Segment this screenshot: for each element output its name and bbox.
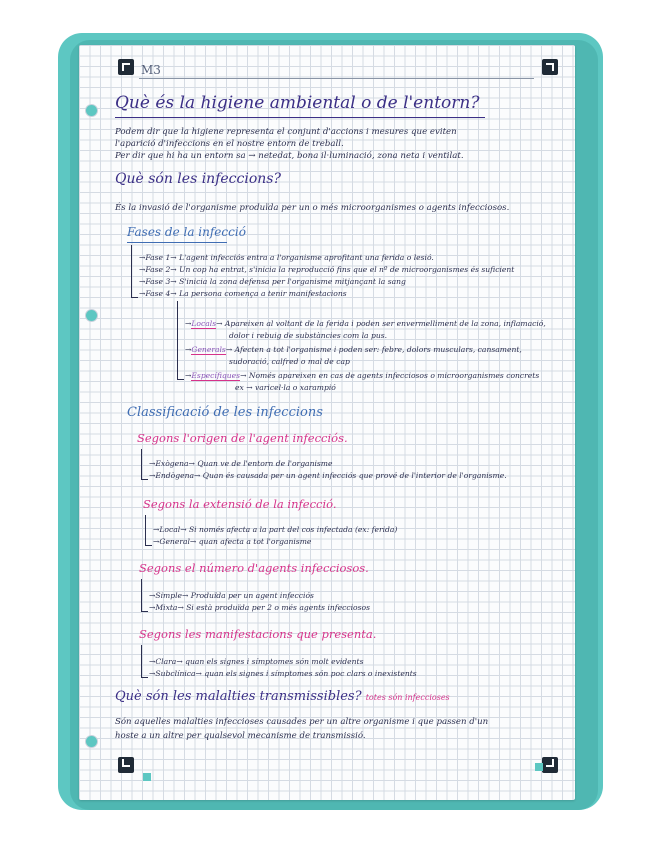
intro-line-3: Per dir que hi ha un entorn sa → netedat, bona il·luminació, zona neta i ventilat.	[115, 151, 464, 161]
manifestation-generals-cont: sudoració, calfred o mal de cap	[229, 357, 350, 366]
intro-line-2: l'aparició d'infeccions en el nostre entorn de treball.	[115, 139, 344, 149]
manifestation-especifiques-cont: ex → varicel·la o xarampió	[235, 383, 336, 392]
corner-mark-top-left	[118, 59, 134, 75]
subject-code: M3	[141, 63, 161, 77]
group-origin-title: Segons l'origen de l'agent infecciós.	[137, 431, 348, 445]
group-number-item-2: →Mixta→ Si està produïda per 2 o més agents infecciosos	[149, 603, 370, 612]
corner-mark-bottom-right	[542, 757, 558, 773]
corner-mark-top-right	[542, 59, 558, 75]
phase-4: →Fase 4→ La persona comença a tenir manifestacions	[139, 289, 347, 298]
manifestation-especifiques: →Específiques→ Només apareixen en cas de agents infecciosos o microorganismes concrets	[185, 371, 540, 380]
notebook-page	[79, 45, 575, 800]
phase-3: →Fase 3→ S'inicia la zona defensa per l'organisme mitjançant la sang	[139, 277, 406, 286]
group-origin-item-2: →Endògena→ Quan és causada per un agent infecciós que prové de l'interior de l'organisme.	[149, 471, 507, 480]
group-manifestations-item-1: →Clara→ quan els signes i símptomes són molt evidents	[149, 657, 364, 666]
group-manifestations-bracket	[141, 645, 148, 678]
manifestation-generals: →Generals→ Afecten a tot l'organisme i poden ser: febre, dolors musculars, cansament,	[185, 345, 522, 354]
phase-2: →Fase 2→ Un cop ha entrat, s'inicia la reproducció fins que el nº de microorganismes és suficient	[139, 265, 515, 274]
corner-square-bottom-right	[535, 763, 543, 771]
title-underline	[115, 117, 485, 118]
transmissible-line-1: Són aquelles malalties infeccioses causades per un altre organisme i que passen d'un	[115, 717, 489, 727]
group-extension-item-1: →Local→ Si només afecta a la part del cos infectada (ex: ferida)	[153, 525, 398, 534]
group-number-title: Segons el número d'agents infecciosos.	[139, 561, 369, 575]
group-extension-bracket	[145, 515, 152, 546]
manifestation-locals-cont: dolor i rebuig de substàncies com la pus.	[229, 331, 388, 340]
group-extension-title: Segons la extensió de la infecció.	[143, 497, 337, 511]
group-number-item-1: →Simple→ Produïda per un agent infecciós	[149, 591, 314, 600]
classification-heading: Classificació de les infeccions	[127, 405, 323, 420]
phases-bracket	[131, 245, 138, 298]
phases-underline	[127, 242, 227, 243]
phase-1: →Fase 1→ L'agent infecciós entra a l'organisme aprofitant una ferida o lesió.	[139, 253, 434, 262]
corner-square-bottom-left	[143, 773, 151, 781]
manifestation-locals: →Locals→ Apareixen al voltant de la ferida i poden ser envermelliment de la zona, inflamació,	[185, 319, 546, 328]
page-title: Què és la higiene ambiental o de l'entorn?	[115, 93, 480, 113]
header-line	[139, 78, 534, 79]
group-number-bracket	[141, 579, 148, 612]
group-manifestations-item-2: →Subclínica→ quan els signes i símptomes són poc clars o inexistents	[149, 669, 417, 678]
corner-mark-bottom-left	[118, 757, 134, 773]
binder-hole-bottom	[85, 735, 98, 748]
transmissible-heading: Què són les malalties transmissibles? totes són infeccioses	[115, 689, 450, 704]
phases-heading: Fases de la infecció	[127, 225, 246, 239]
transmissible-line-2: hoste a un altre per qualsevol mecanisme de transmissió.	[115, 731, 366, 741]
intro-line-1: Podem dir que la higiene representa el conjunt d'accions i mesures que eviten	[115, 127, 457, 137]
group-manifestations-title: Segons les manifestacions que presenta.	[139, 627, 377, 641]
infections-definition: És la invasió de l'organisme produïda per un o més microorganismes o agents infecciosos.	[115, 203, 510, 213]
group-extension-item-2: →General→ quan afecta a tot l'organisme	[153, 537, 312, 546]
group-origin-bracket	[141, 449, 148, 480]
binder-hole-middle	[85, 309, 98, 322]
group-origin-item-1: →Exògena→ Quan ve de l'entorn de l'organisme	[149, 459, 333, 468]
manifestations-bracket	[177, 301, 184, 380]
infections-heading: Què són les infeccions?	[115, 171, 281, 187]
binder-hole-top	[85, 104, 98, 117]
